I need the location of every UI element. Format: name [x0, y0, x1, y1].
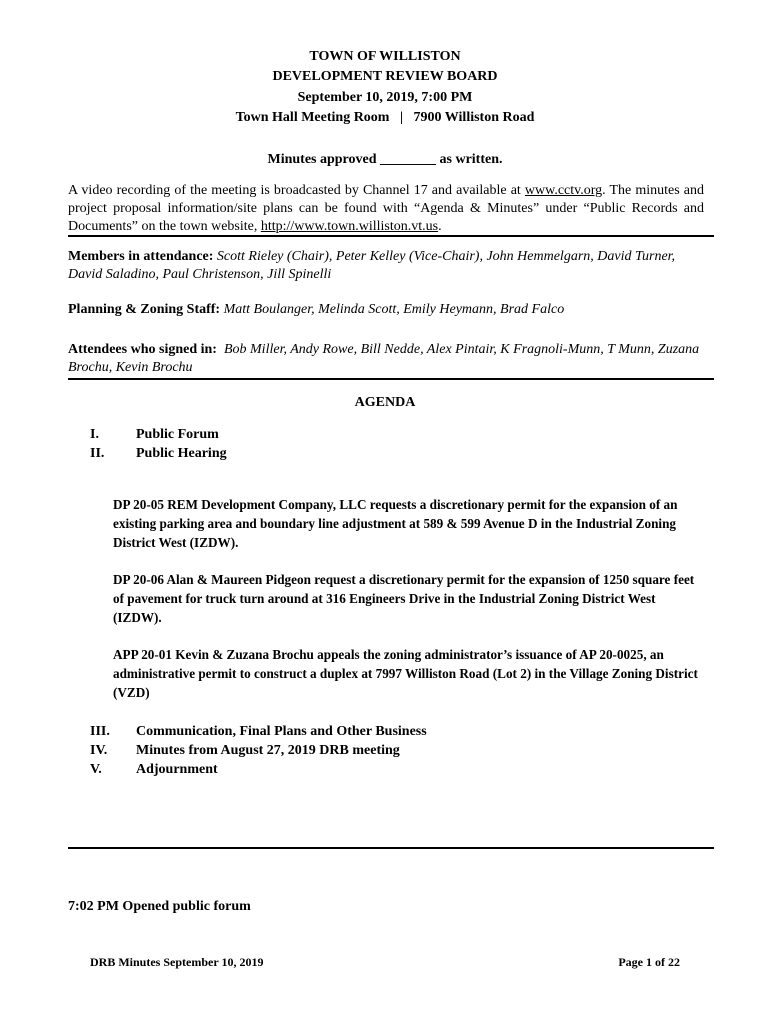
- video-text-3: .: [438, 219, 442, 234]
- agenda-num: I.: [90, 427, 99, 442]
- minutes-approved: Minutes approved ________ as written.: [267, 152, 503, 167]
- agenda-num: II.: [90, 446, 105, 461]
- opened-public-forum: 7:02 PM Opened public forum: [68, 899, 251, 914]
- staff-names: Matt Boulanger, Melinda Scott, Emily Heymann, Brad Falco: [220, 302, 565, 317]
- header-town: TOWN OF WILLISTON: [309, 49, 461, 64]
- divider-top: [68, 235, 714, 237]
- agenda-num: IV.: [90, 743, 108, 758]
- video-notice: [68, 182, 704, 236]
- hearing-item-dp-20-05: DP 20-05 REM Development Company, LLC requests a discretionary permit for the expansion of an existing parking area and boundary line adjustment at 589 & 599 Avenue D in the Industrial Zoning District West (IZDW).: [113, 497, 678, 550]
- header-location: Town Hall Meeting Room | 7900 Williston Road: [235, 110, 535, 125]
- agenda-num: III.: [90, 724, 110, 739]
- attendees-label: Attendees who signed in:: [68, 342, 217, 357]
- agenda-item-communication: Communication, Final Plans and Other Business: [136, 724, 427, 739]
- members-attendance: [68, 248, 708, 284]
- footer-title: DRB Minutes September 10, 2019: [90, 955, 264, 969]
- video-text-1: A video recording of the meeting is broadcasted by Channel 17 and available at: [68, 183, 525, 198]
- video-text-2: . The minutes and project proposal information/site plans can be found with “Agenda & Minutes” under “Public Records and Documents” on the town website,: [68, 183, 705, 234]
- agenda-item-public-forum: Public Forum: [136, 427, 219, 442]
- attendees-names: Bob Miller, Andy Rowe, Bill Nedde, Alex Pintair, K Fragnoli-Munn, T Munn, Zuzana Brochu, Kevin Brochu: [68, 342, 703, 375]
- agenda-num: V.: [90, 762, 102, 777]
- attendees-signed-in: [68, 341, 708, 377]
- header-date: September 10, 2019, 7:00 PM: [297, 90, 473, 105]
- page-number: Page 1 of 22: [618, 955, 680, 969]
- members-label: Members in attendance:: [68, 249, 214, 264]
- header-board: DEVELOPMENT REVIEW BOARD: [272, 69, 498, 84]
- hearing-item-app-20-01: APP 20-01 Kevin & Zuzana Brochu appeals the zoning administrator’s issuance of AP 20-0025, an administrative permit to construct a duplex at 7997 Williston Road (Lot 2) in the Village Zoning District (VZD): [113, 647, 698, 700]
- divider-bottom: [68, 847, 714, 849]
- members-names: Scott Rieley (Chair), Peter Kelley (Vice-Chair), John Hemmelgarn, David Turner, David Saladino, Paul Christenson, Jill Spinelli: [68, 249, 676, 282]
- hearing-item-dp-20-06: DP 20-06 Alan & Maureen Pidgeon request a discretionary permit for the expansion of 1250 square feet of pavement for truck turn around at 316 Engineers Drive in the Industrial Zoning District West (IZDW).: [113, 572, 695, 625]
- agenda-item-public-hearing: Public Hearing: [136, 446, 227, 461]
- agenda-title: AGENDA: [354, 395, 416, 410]
- agenda-item-minutes: Minutes from August 27, 2019 DRB meeting: [136, 743, 400, 758]
- divider-agenda: [68, 378, 714, 380]
- agenda-item-adjournment: Adjournment: [136, 762, 218, 777]
- cctv-link[interactable]: www.cctv.org: [524, 183, 603, 198]
- planning-staff: [68, 301, 708, 319]
- staff-label: Planning & Zoning Staff:: [68, 302, 221, 317]
- town-website-link[interactable]: http://www.town.williston.vt.us: [260, 219, 439, 234]
